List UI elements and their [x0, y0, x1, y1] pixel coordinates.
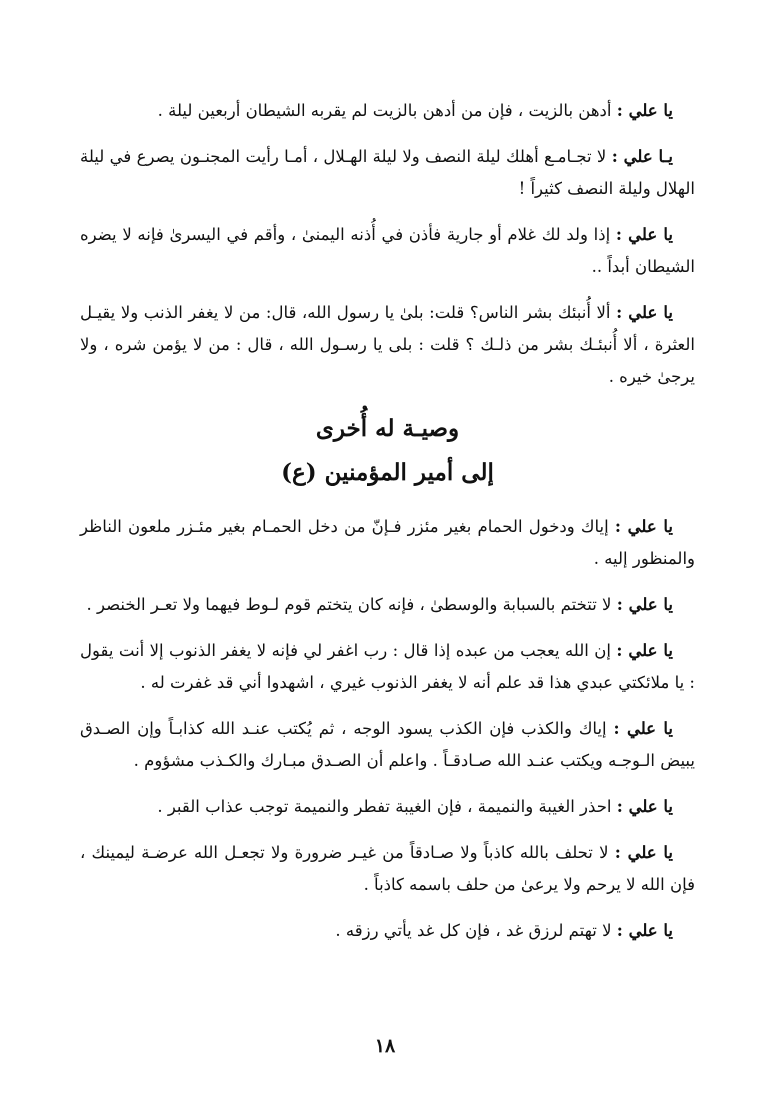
intro-section: [80, 95, 695, 393]
paragraph-lead: يا علي :: [613, 719, 673, 738]
paragraph-text: لا تجـامـع أهلك ليلة النصف ولا ليلة الهـلال ، أمـا رأيت المجنـون يصرع في ليلة الهلال وليلة النصف كثيراً !: [80, 147, 695, 198]
paragraph-lead: يا علي :: [616, 101, 673, 120]
paragraph-text: إياك والكذب فإن الكذب يسود الوجه ، ثم يُكتب عنـد الله كذابـاً وإن الصـدق يبيض الـوجـه ويكتب عنـد الله صـادقـاً . واعلم أن الصـدق مبـارك والكـذب مشؤوم .: [80, 719, 695, 770]
paragraph-text: إياك ودخول الحمام بغير مئزر فـإنّ من دخل الحمـام بغير مئـزر ملعون الناظر والمنظور إليه .: [80, 517, 695, 568]
paragraph-lead: يا علي :: [616, 303, 673, 322]
paragraph: [80, 589, 695, 621]
paragraph: [80, 95, 695, 127]
paragraph: [80, 297, 695, 393]
paragraph-text: لا تتختم بالسبابة والوسطىٰ ، فإنه كان يتختم قوم لـوط فيهما ولا تعـر الخنصر .: [86, 595, 612, 614]
paragraph: [80, 141, 695, 205]
section-heading: [80, 407, 695, 495]
paragraph-text: إذا ولد لك غلام أو جارية فأذن في أُذنه اليمنىٰ ، وأقم في اليسرىٰ فإنه لا يضره الشيطان أبداً ..: [80, 225, 695, 276]
paragraph: [80, 635, 695, 699]
will-section: [80, 511, 695, 947]
paragraph-lead: يـا علي :: [611, 147, 673, 166]
paragraph-text: ألا أُنبئك بشر الناس؟ قلت: بلىٰ يا رسول الله، قال: من لا يغفر الذنب ولا يقيـل العثرة ، ألا أُنبئـك بشر من ذلـك ؟ قلت : بلى يا رسـول الله ، قال : من لا يؤمن شره ، ولا يرجىٰ خيره .: [80, 303, 695, 386]
paragraph: [80, 511, 695, 575]
paragraph: [80, 791, 695, 823]
paragraph-lead: يا علي :: [616, 641, 673, 660]
paragraph-text: لا تهتم لرزق غد ، فإن كل غد يأتي رزقه .: [335, 921, 612, 940]
paragraph-lead: يا علي :: [614, 843, 673, 862]
paragraph-text: احذر الغيبة والنميمة ، فإن الغيبة تفطر والنميمة توجب عذاب القبر .: [157, 797, 612, 816]
paragraph: [80, 915, 695, 947]
paragraph-lead: يا علي :: [616, 797, 673, 816]
paragraph-text: إن الله يعجب من عبده إذا قال : رب اغفر لي فإنه لا يغفر الذنوب إلا أنت يقول : يا ملائكتي عبدي هذا قد علم أنه لا يغفر الذنوب غيري ، اشهدوا أني قد غفرت له .: [80, 641, 695, 692]
heading-subtitle: إلى أمير المؤمنين (ع): [281, 459, 494, 486]
paragraph-lead: يا علي :: [614, 517, 673, 536]
paragraph: [80, 219, 695, 283]
page-body: [80, 95, 695, 961]
paragraph-lead: يا علي :: [615, 225, 673, 244]
paragraph: [80, 713, 695, 777]
paragraph: [80, 837, 695, 901]
paragraph-text: أدهن بالزيت ، فإن من أدهن بالزيت لم يقربه الشيطان أربعين ليلة .: [157, 101, 612, 120]
paragraph-lead: يا علي :: [616, 921, 673, 940]
paragraph-lead: يا علي :: [616, 595, 673, 614]
paragraph-text: لا تحلف بالله كاذباً ولا صـادقاً من غيـر ضرورة ولا تجعـل الله عرضـة ليمينك ، فإن الله لا يرحم ولا يرعىٰ من حلف باسمه كاذباً .: [80, 843, 695, 894]
heading-title: وصيـة له أُخرى: [315, 415, 460, 442]
page-number: ١٨: [374, 1035, 396, 1057]
